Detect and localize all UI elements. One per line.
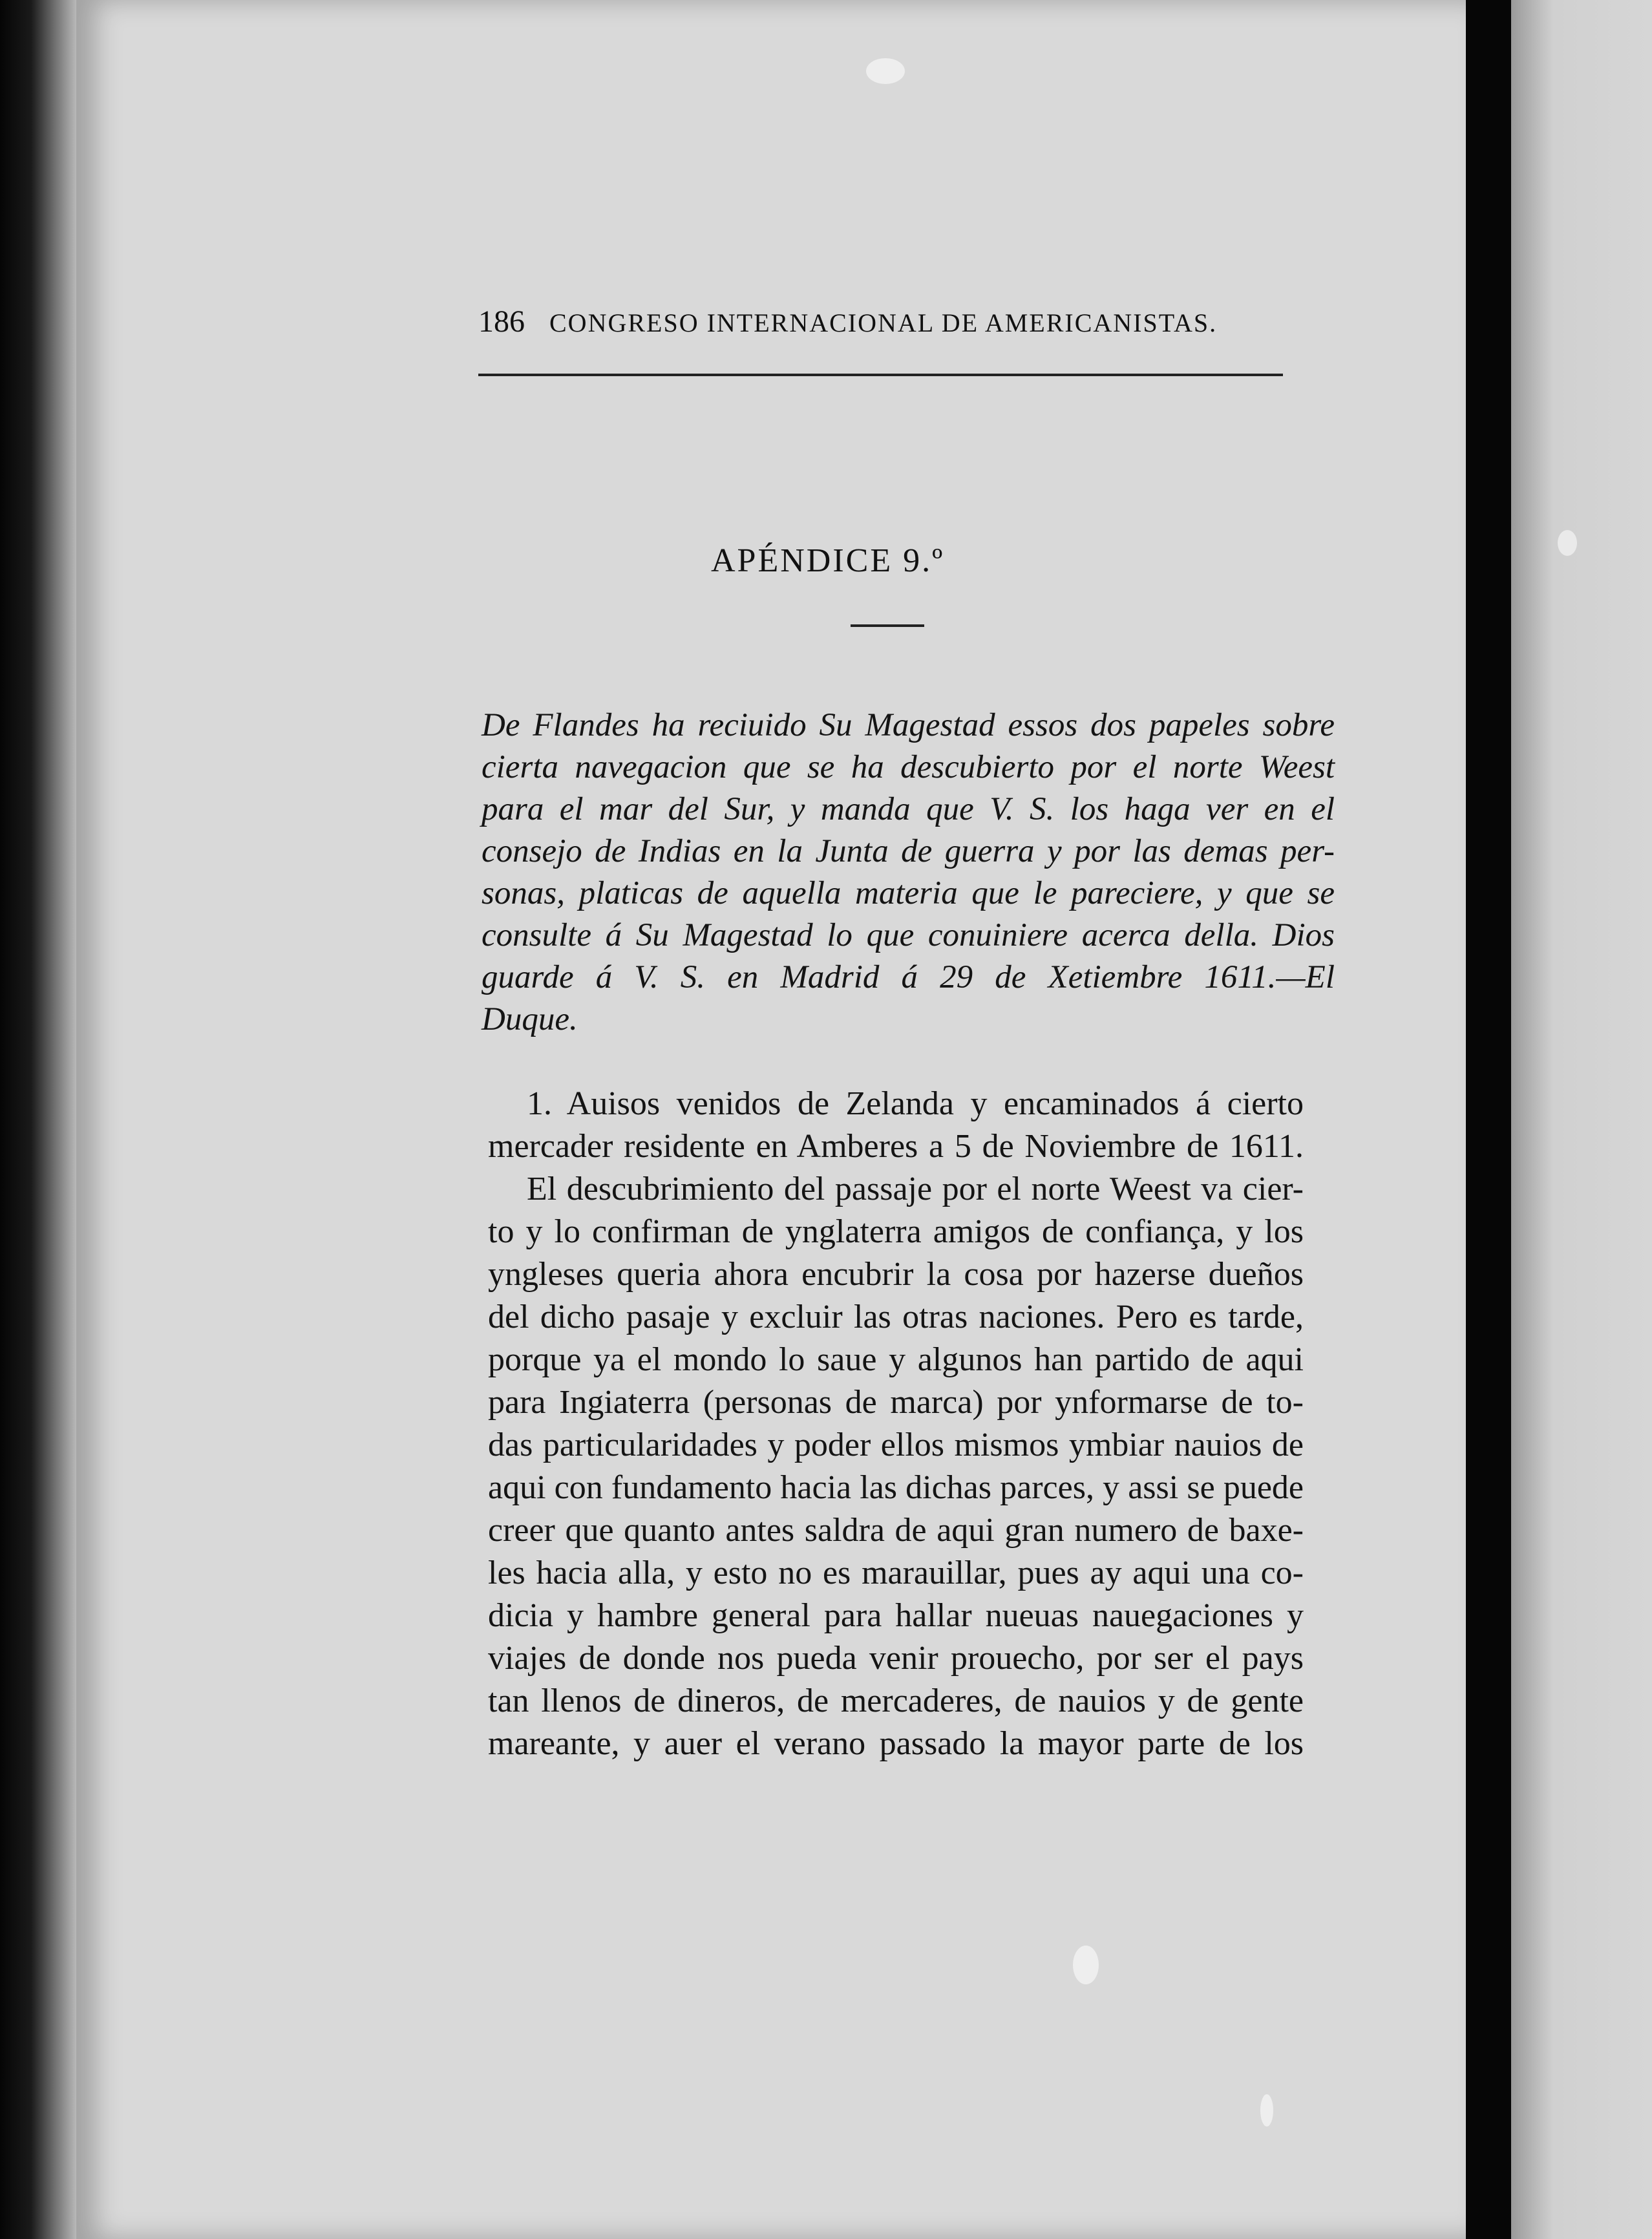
body-line: 1. Auisos venidos de Zelanda y encaminados á cierto	[527, 1085, 1304, 1122]
letter-line: Duque.	[482, 1001, 578, 1037]
body-line: mareante, y auer el verano passado la mayor parte de los	[488, 1725, 1304, 1762]
body-line: les hacia alla, y esto no es marauillar, pues ay aqui una co-	[488, 1555, 1304, 1591]
body-line: del dicho pasaje y excluir las otras naciones. Pero es tarde,	[488, 1299, 1304, 1335]
header-rule	[478, 374, 1283, 376]
letter-line: cierta navegacion que se ha descubierto por el norte Weest	[482, 749, 1335, 785]
paper-speck	[1073, 1946, 1099, 1984]
body-line: aqui con fundamento hacia las dichas parces, y assi se puede	[488, 1469, 1304, 1506]
body-text	[488, 1083, 1304, 1765]
book-binding-edge	[0, 0, 78, 2239]
page-number: 186	[478, 304, 525, 339]
letter-line: para el mar del Sur, y manda que V. S. los haga ver en el	[482, 791, 1335, 827]
running-header	[478, 304, 1286, 339]
body-line: El descubrimiento del passaje por el norte Weest va cier-	[527, 1171, 1304, 1207]
body-line: tan llenos de dineros, de mercaderes, de nauios y de gente	[488, 1682, 1304, 1719]
letter-line: consulte á Su Magestad lo que conuiniere acerca della. Dios	[482, 917, 1335, 953]
letter-line: consejo de Indias en la Junta de guerra y por las demas per-	[482, 833, 1335, 869]
body-line: to y lo confirman de ynglaterra amigos de confiança, y los	[488, 1213, 1304, 1250]
appendix-title: APÉNDICE 9.º	[711, 542, 945, 579]
body-line: viajes de donde nos pueda venir prouecho, por ser el pays	[488, 1640, 1304, 1677]
body-line: porque ya el mondo lo saue y algunos han partido de aqui	[488, 1341, 1304, 1378]
body-line: mercader residente en Amberes a 5 de Noviembre de 1611.	[488, 1128, 1304, 1165]
body-line: yngleses queria ahora encubrir la cosa por hazerse dueños	[488, 1256, 1304, 1293]
letter-line: guarde á V. S. en Madrid á 29 de Xetiembre 1611.—El	[482, 959, 1335, 995]
running-title: CONGRESO INTERNACIONAL DE AMERICANISTAS.	[549, 308, 1218, 337]
paper-speck	[1558, 530, 1577, 556]
letter-line: De Flandes ha reciuido Su Magestad essos dos papeles sobre	[482, 707, 1335, 743]
letter-paragraph	[482, 705, 1335, 1041]
facing-page-edge	[1511, 0, 1652, 2239]
body-line: para Ingiaterra (personas de marca) por ynformarse de to-	[488, 1384, 1304, 1421]
body-line: creer que quanto antes saldra de aqui gran numero de baxe-	[488, 1512, 1304, 1549]
paper-speck	[1260, 2094, 1273, 2127]
page-gutter	[1466, 0, 1511, 2239]
letter-line: sonas, platicas de aquella materia que le pareciere, y que se	[482, 875, 1335, 911]
title-rule	[851, 624, 924, 627]
body-line: das particularidades y poder ellos mismos ymbiar nauios de	[488, 1427, 1304, 1463]
paper-speck	[866, 58, 905, 84]
body-line: dicia y hambre general para hallar nueuas nauegaciones y	[488, 1597, 1304, 1634]
